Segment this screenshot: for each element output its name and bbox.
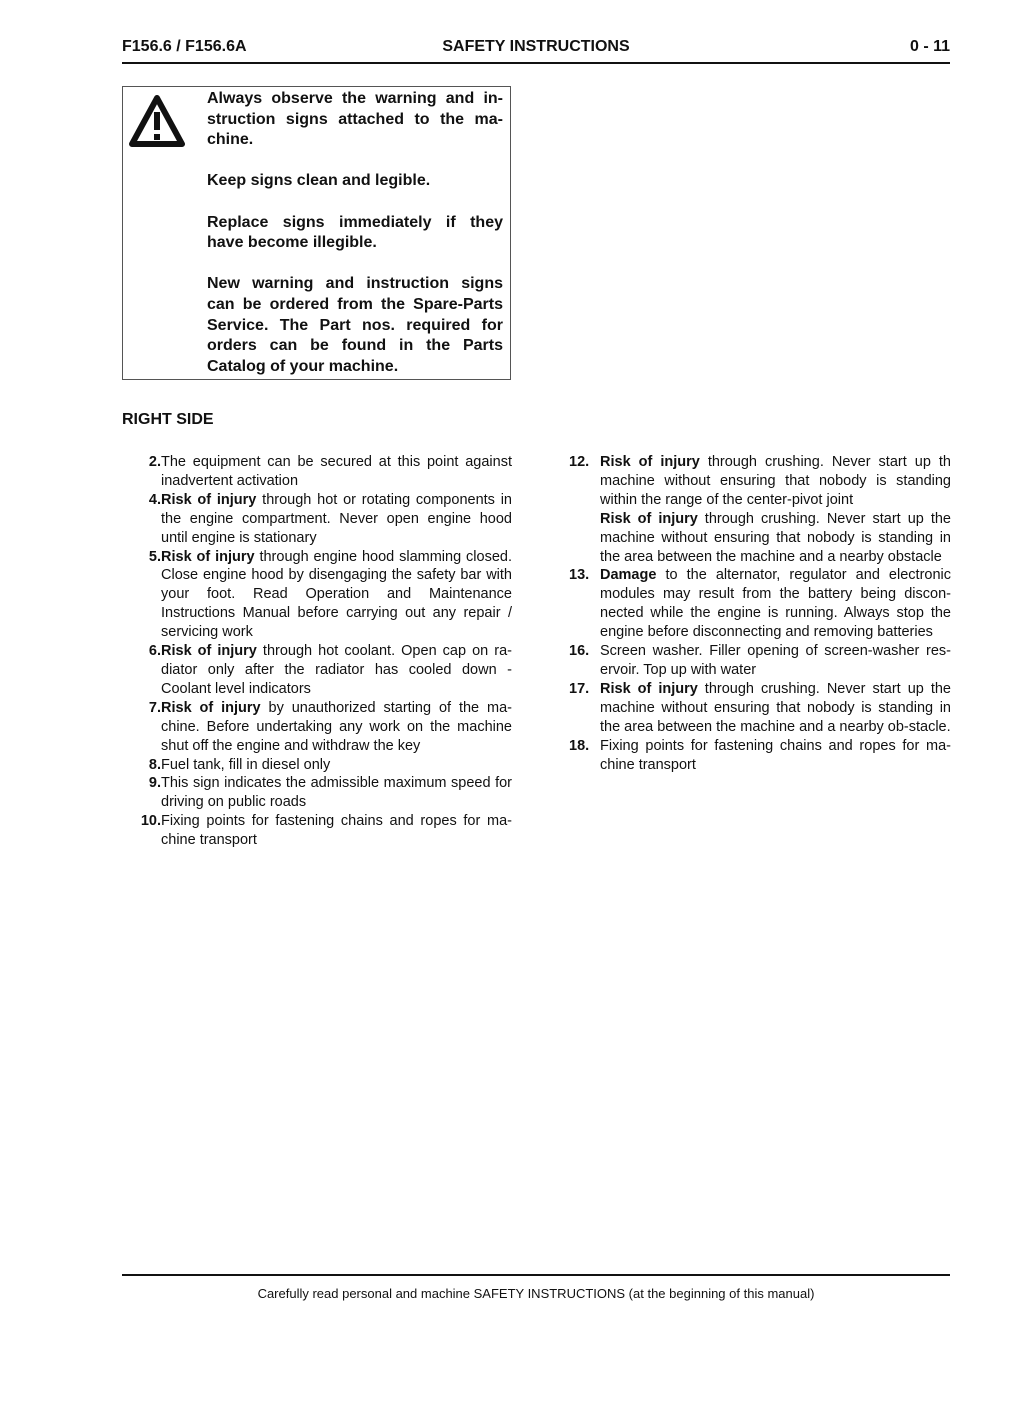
item-number: 7. [148,699,161,716]
item-number: 9. [148,775,161,792]
item-number: 2. [148,454,161,470]
item-text: Risk of injury by unauthorized starting of the ma-chine. Before undertaking any work on the machine shut off the engine and withdraw the key [161,699,512,754]
item-number: 4. [148,491,161,508]
item-text: Risk of injury through hot coolant. Open cap on ra-diator only after the radiator has cooled down - Coolant level indicators [161,643,512,697]
item-number: 18. [569,737,590,754]
right-item-list [550,453,951,774]
list-item [550,453,951,566]
section-title: SAFETY INSTRUCTIONS [442,38,630,55]
item-text: Risk of injury through engine hood slamming closed. Close engine hood by disengaging the safety bar with your foot. Read Operation and Maintenance Instructions Manual before carrying out any repair / servicing work [161,548,512,641]
item-text: Risk of injury through crushing. Never start up the machine without ensuring that nobody is standing in the area between the machine and a nearby ob-stacle. [600,680,951,735]
warning-paragraph: Keep signs clean and legible. [207,172,431,190]
list-item [550,566,951,642]
list-item [110,453,512,491]
warning-text [207,89,503,377]
item-number: 17. [569,680,590,697]
list-item [110,548,512,643]
item-text: Damage to the alternator, regulator and electronic modules may result from the battery being discon-nected while the engine is running. Always stop the engine before disconnecting and removing batteries [600,567,951,641]
list-item [110,491,512,548]
list-item [550,680,951,737]
item-number: 8. [148,756,161,773]
item-number: 12. [569,454,590,470]
warning-paragraph: Always observe the warning and in-struction signs attached to the ma-chine. [207,90,503,149]
item-text: Risk of injury through hot or rotating components in the engine compartment. Never open engine hood until engine is stationary [161,491,512,546]
list-item [110,812,512,850]
list-item [110,774,512,812]
footer-divider [122,1274,950,1276]
section-heading: RIGHT SIDE [122,411,214,428]
list-item [550,642,951,680]
item-text: Fixing points for fastening chains and ropes for ma-chine transport [600,737,951,773]
list-item [110,699,512,756]
warning-triangle-icon [129,95,185,147]
item-text: This sign indicates the admissible maximum speed for driving on public roads [161,775,512,811]
page-number: 0 - 11 [909,38,950,55]
warning-paragraph: Replace signs immediately if they have become illegible. [207,213,503,252]
item-text: Fuel tank, fill in diesel only [161,756,331,773]
page-header [122,36,950,64]
item-number: 10. [140,813,161,830]
item-number: 16. [569,643,590,660]
item-number: 5. [148,548,161,565]
list-item [110,756,512,775]
item-number: 6. [148,643,161,660]
left-item-list [110,453,512,850]
item-number: 13. [569,567,590,584]
list-item [550,737,951,775]
item-text: Screen washer. Filler opening of screen-washer res-ervoir. Top up with water [600,643,951,678]
footer-note: Carefully read personal and machine SAFETY INSTRUCTIONS (at the beginning of this manual) [257,1286,815,1301]
item-text: Fixing points for fastening chains and ropes for ma-chine transport [161,813,512,849]
list-item [110,642,512,699]
model-label: F156.6 / F156.6A [122,38,247,55]
item-text: The equipment can be secured at this point against inadvertent activation [161,454,512,489]
warning-paragraph: New warning and instruction signs can be ordered from the Spare-Parts Service. The Part nos. required for orders can be found in the Parts Catalog of your machine. [207,275,503,375]
item-text: Risk of injury through crushing. Never start up th machine without ensuring that nobody is standing within the range of the center-pivot joint Risk of injury through crushing. Never start up the machine without ensuring that nobody is standing in the area between the machine and a nearby obstacle [600,454,951,565]
warning-box [122,86,511,380]
